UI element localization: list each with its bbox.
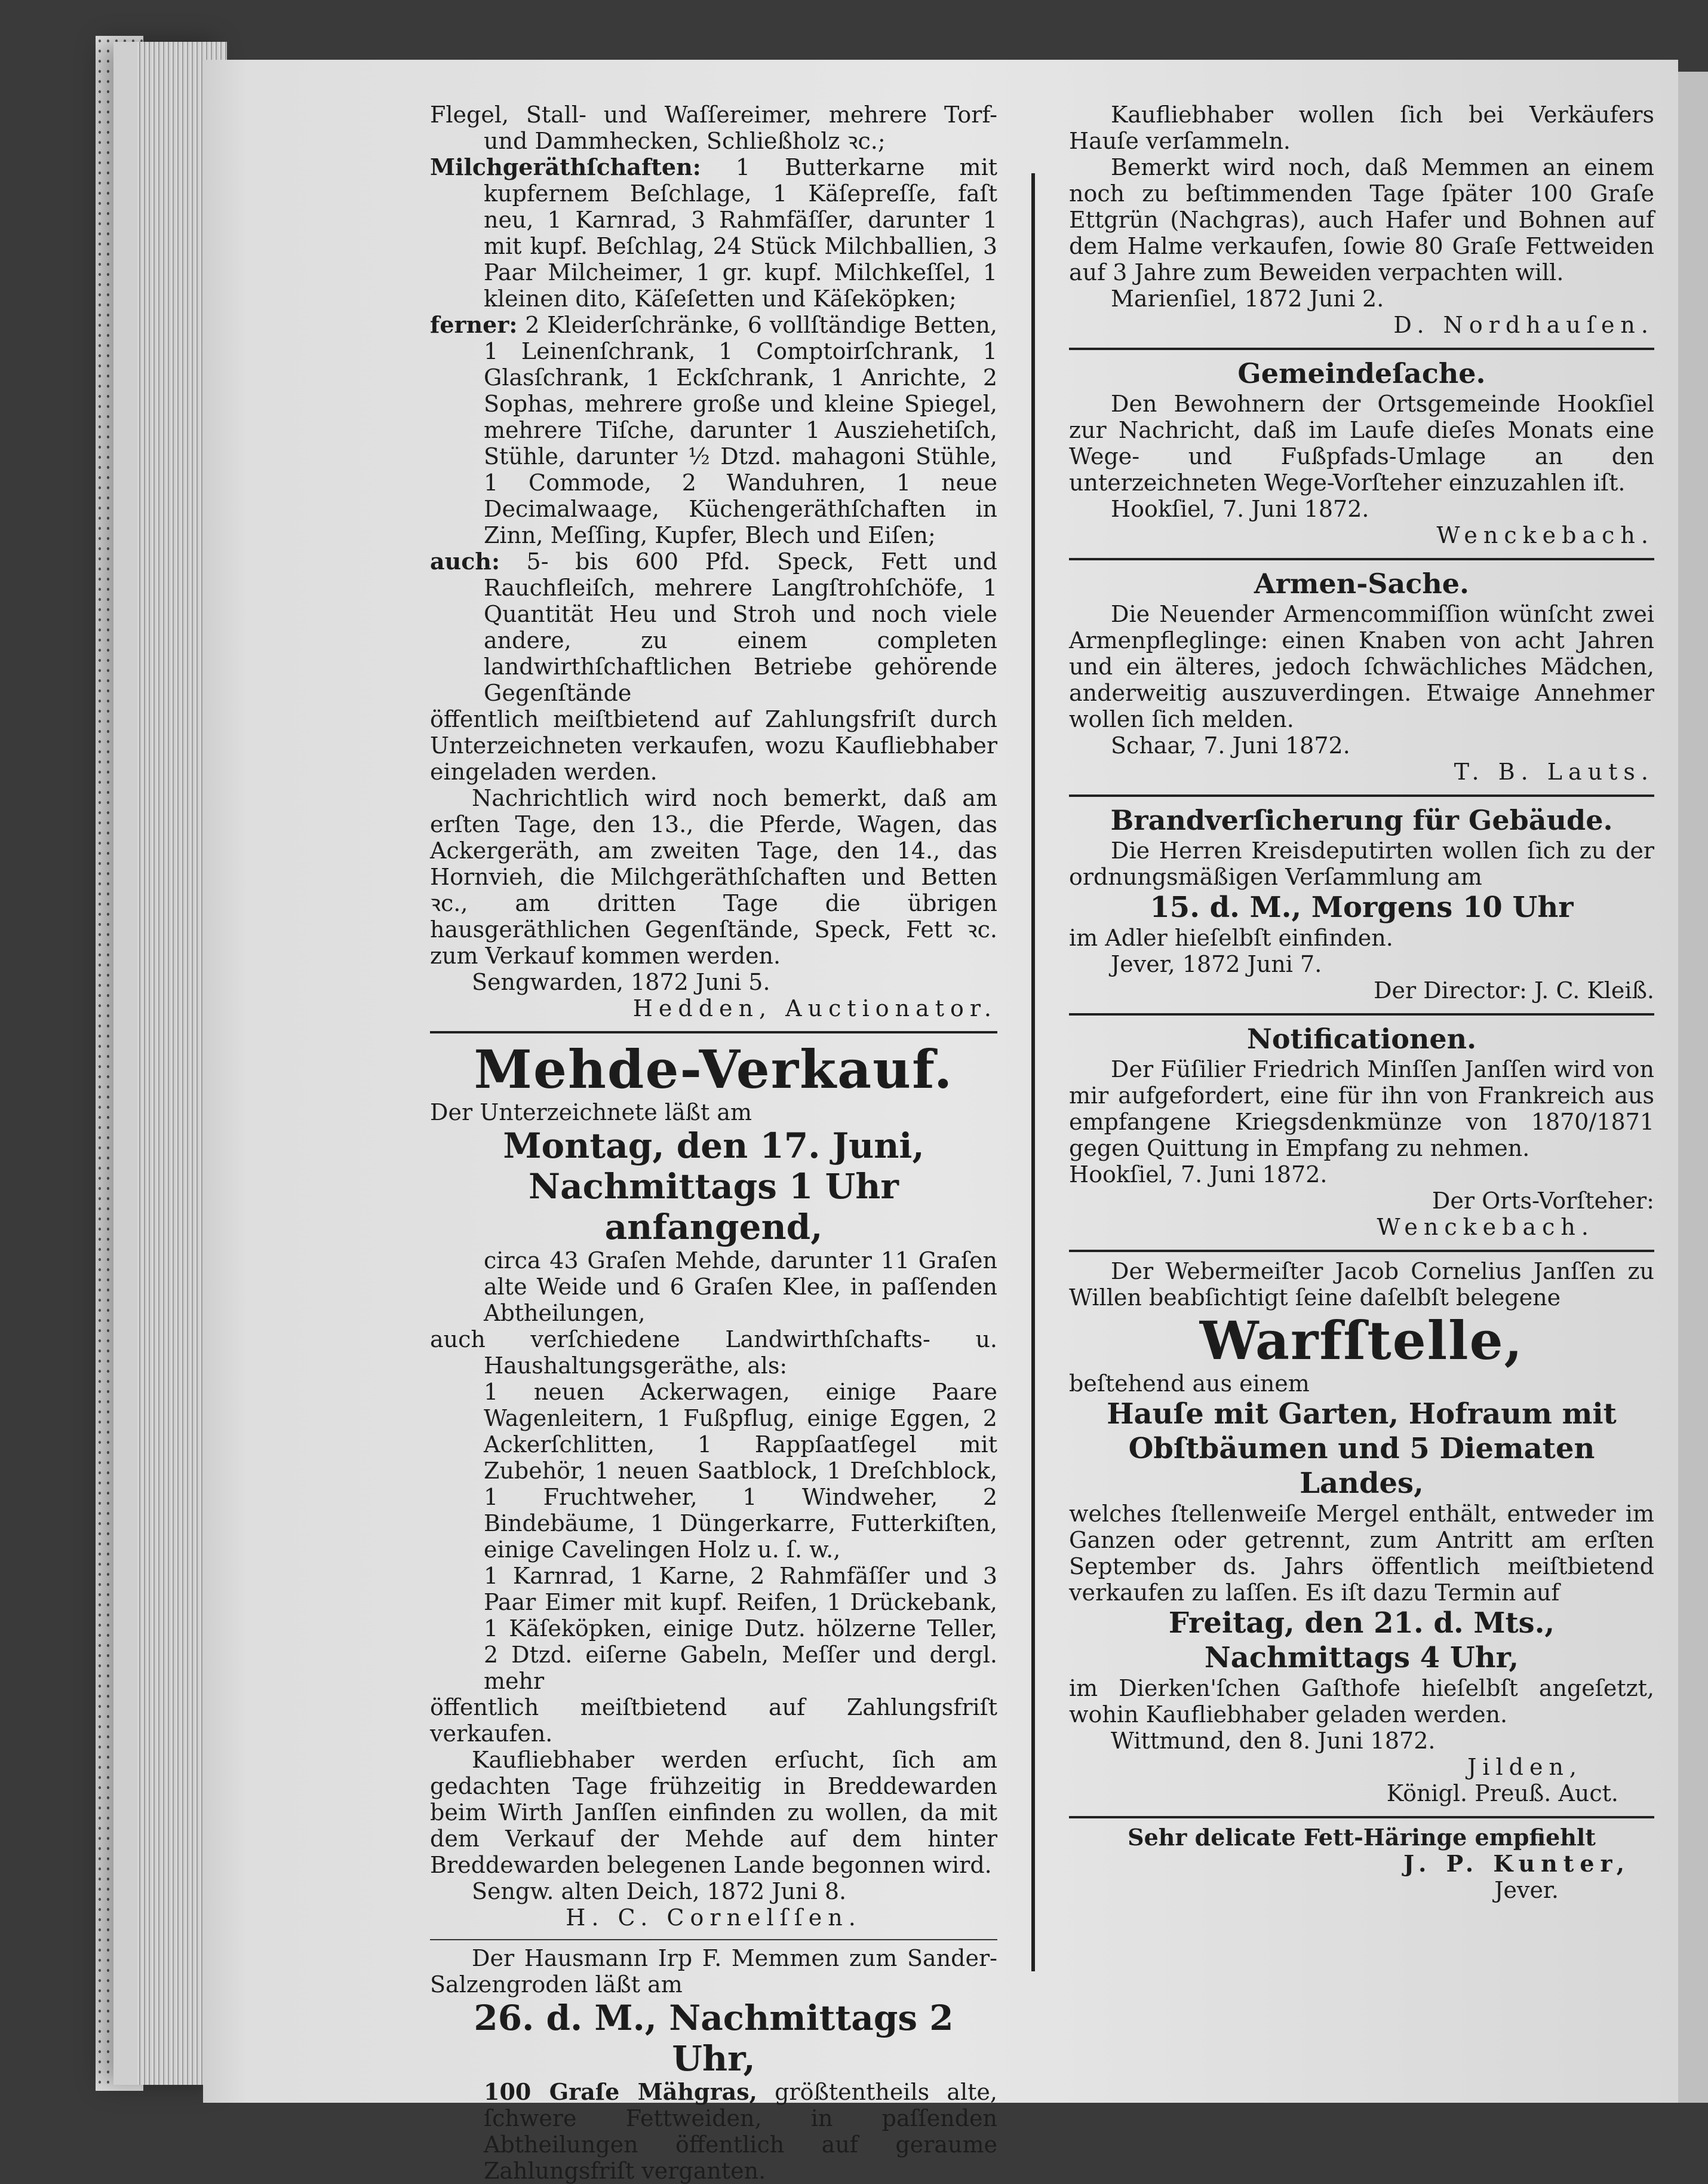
dairy-items-text: 1 Butterkarne mit kupfernem Beſchlage, 1 Käſepreſſe, faſt neu, 1 Karnrad, 3 Rahmfäſſer, darunter 1 mit kupf. Beſchlag, 24 Stück Milchballien, 3 Paar Milcheimer, 1 gr. kupf. Milchkeſſel, 1 kleinen dito, Käſeſetten und Käſeköpken; [484,154,997,312]
brandversicherung-location: im Adler hieſelbſt einfinden. [1069,925,1393,951]
armensache-text: Die Neuender Armencommiſſion wünſcht zwei Armenpfleglinge: einen Knaben von acht Jahren und ein älteres, jedoch ſchwächliches Mädchen, anderweitig auszuverdingen. Etwaige Annehmer wollen ſich melden. [1069,601,1654,732]
notificationen-text: Der Füſilier Friedrich Minſſen Janſſen wird von mir aufgefordert, eine für ihn von Frankreich aus empfangene Kriegsdenkmünze von 1870/1871 gegen Quittung in Empfang zu nehmen. [1069,1056,1654,1161]
mehde-signature: H. C. Cornelſſen. [566,1904,862,1931]
section-rule [1069,558,1654,560]
warfstelle-location: im Dierken'ſchen Gaſthofe hieſelbſt angeſetzt, wohin Kaufliebhaber geladen werden. [1069,1675,1654,1728]
auction-place-date: Sengwarden, 1872 Juni 5. [472,969,770,995]
dairy-lead: Milchgeräthſchaften: [430,154,701,180]
gemeindesache-signature: Wenckebach. [1436,522,1654,548]
gemeindesache-text: Den Bewohnern der Ortsgemeinde Hookſiel zur Nachricht, daß im Laufe dieſes Monats eine Wege- und Fußpfads-Umlage an den unterzeichneten Wege-Vorſteher einzuzahlen iſt. [1069,391,1654,496]
furniture-items-text: 2 Kleiderſchränke, 6 vollſtändige Betten, 1 Leinenſchrank, 1 Comptoirſchrank, 1 Glasſchrank, 1 Eckſchrank, 1 Anrichte, 2 Sophas, mehrere große und kleine Spiegel, mehrere Tiſche, darunter 1 Ausziehetiſch, Stühle, darunter ½ Dtzd. mahagoni Stühle, 1 Commode, 2 Wanduhren, 1 neue Decimalwaage, Küchengeräthſchaften in Zinn, Meſſing, Kupfer, Blech und Eiſen; [484,312,997,548]
section-rule [1069,1013,1654,1016]
right-column [1069,102,1654,1903]
section-rule [1069,1816,1654,1818]
notificationen-signature-title: Der Orts-Vorſteher: [1431,1188,1654,1214]
memmen-place-date: Marienſiel, 1872 Juni 2. [1111,286,1384,312]
other-items [430,548,997,706]
warfstelle-signature-name: Jilden, [1467,1754,1583,1780]
mehde-household-list: 1 Karnrad, 1 Karne, 2 Rahmfäſſer und 3 Paar Eimer mit kupf. Reifen, 1 Drückebank, 1 Käſeköpken, einige Dutz. hölzerne Teller, 2 Dtzd. eiſerne Gabeln, Meſſer und dergl. mehr [484,1563,997,1694]
mehde-date: Montag, den 17. Juni, [503,1125,924,1166]
warfstelle-place-date: Wittmund, den 8. Juni 1872. [1111,1728,1436,1754]
warfstelle-intro: Der Webermeiſter Jacob Cornelius Janſſen zu Willen beabſichtigt ſeine daſelbſt belegene [1069,1258,1654,1311]
mehde-invitation: Kaufliebhaber werden erſucht, ſich am gedachten Tage frühzeitig in Breddewarden beim Wirth Janſſen einfinden zu wollen, da mit dem Verkauf der Mehde auf dem hinter Breddewarden belegenen Lande begonnen wird. [430,1747,997,1878]
brandversicherung-place-date: Jever, 1872 Juni 7. [1111,951,1322,977]
herring-ad-text: Sehr delicate Fett-Häringe empfiehlt [1128,1824,1596,1851]
warfstelle-heading: Warfſtelle, [1199,1309,1524,1372]
section-rule [1069,795,1654,797]
memmen-intro: Der Hausmann Irp F. Memmen zum Sander-Salzengroden läßt am [430,1945,997,1998]
next-page-edge [1678,72,1708,2103]
notificationen-heading: Notificationen. [1246,1023,1477,1055]
auction-schedule: Nachrichtlich wird noch bemerkt, daß am erſten Tage, den 13., die Pferde, Wagen, das Ackergeräth, am zweiten Tage, den 14., das Hornvieh, die Milchgeräthſchaften und Betten ꝛc., am dritten Tage die übrigen hausgeräthlichen Gegenſtände, Speck, Fett ꝛc. zum Verkauf kommen werden. [430,785,997,969]
memmen-details [430,2079,997,2184]
auction-list-continued: Flegel, Stall- und Waſſereimer, mehrere Torf- und Dammhecken, Schließholz ꝛc.; [430,102,997,154]
other-lead: auch: [430,548,500,575]
brandversicherung-signature: Der Director: J. C. Kleiß. [1374,977,1654,1004]
brandversicherung-date: 15. d. M., Morgens 10 Uhr [1150,891,1574,924]
section-rule [1069,1250,1654,1252]
gemeindesache-heading: Gemeindeſache. [1237,357,1486,389]
warfstelle-property: Hauſe mit Garten, Hofraum mit Obſtbäumen und 5 Diematen Landes, [1107,1397,1617,1500]
mehde-intro: Der Unterzeichnete läßt am [430,1099,752,1125]
warfstelle-time: Nachmittags 4 Uhr, [1204,1641,1519,1674]
column-divider [1031,173,1035,1971]
armensache-place-date: Schaar, 7. Juni 1872. [1111,732,1350,759]
mehde-meadows: circa 43 Graſen Mehde, darunter 11 Graſen alte Weide und 6 Graſen Klee, in paſſenden Abtheilungen, [484,1247,997,1326]
mehde-verkauf-heading: Mehde-Verkauf. [474,1038,954,1100]
gemeindesache-place-date: Hookſiel, 7. Juni 1872. [1111,496,1369,522]
mehde-terms: öffentlich meiſtbietend auf Zahlungsfriſt verkaufen. [430,1694,997,1747]
auction-terms: öffentlich meiſtbietend auf Zahlungsfriſt durch Unterzeichneten verkaufen, wozu Kaufliebhaber eingeladen werden. [430,706,997,785]
armensache-signature: T. B. Lauts. [1454,759,1654,785]
dairy-items [430,154,997,312]
memmen-details-text: größtentheils alte, ſchwere Fettweiden, in paſſenden Abtheilungen öffentlich auf geraume Zahlungsfriſt verganten. [484,2079,997,2184]
memmen-date: 26. d. M., Nachmittags 2 Uhr, [474,1998,954,2079]
warfstelle-details: welches ſtellenweiſe Mergel enthält, entweder im Ganzen oder getrennt, zum Antritt am erſten September ds. Jahrs öffentlich meiſtbietend verkaufen zu laſſen. Es iſt dazu Termin auf [1069,1501,1654,1606]
other-items-text: 5- bis 600 Pfd. Speck, Fett und Rauchfleiſch, mehrere Langſtrohſchöfe, 1 Quantität Heu und Stroh und noch viele andere, zu einem completen landwirthſchaftlichen Betriebe gehörende Gegenſtände [484,548,997,706]
warfstelle-date: Freitag, den 21. d. Mts., [1168,1606,1555,1640]
warfstelle-signature-title: Königl. Preuß. Auct. [1386,1780,1618,1806]
memmen-continued: Kaufliebhaber wollen ſich bei Verkäufers Hauſe verſammeln. [1069,102,1654,154]
memmen-signature: D. Nordhauſen. [1393,312,1654,338]
memmen-note: Bemerkt wird noch, daß Memmen an einem noch zu beſtimmenden Tage ſpäter 100 Graſe Ettgrün (Nachgras), auch Hafer und Bohnen auf dem Halme verkaufen, ſowie 80 Graſe Fettweiden auf 3 Jahre zum Beweiden verpachten will. [1069,154,1654,286]
mehde-place-date: Sengw. alten Deich, 1872 Juni 8. [472,1878,847,1904]
memmen-lot: 100 Graſe Mähgras, [484,2078,757,2105]
furniture-lead: ferner: [430,311,518,338]
section-rule [1069,348,1654,350]
section-rule [430,1939,997,1940]
warfstelle-consisting: beſtehend aus einem [1069,1370,1310,1397]
mehde-equipment-list: 1 neuen Ackerwagen, einige Paare Wagenleitern, 1 Fußpflug, einige Eggen, 2 Ackerſchlitten, 1 Rappſaatſegel mit Zubehör, 1 neuen Saatblock, 1 Dreſchblock, 1 Fruchtweher, 1 Windweher, 2 Bindebäume, 1 Düngerkarre, Futterkiſten, einige Cavelingen Holz u. ſ. w., [484,1379,997,1563]
auction-signature: Hedden, Auctionator. [632,995,997,1022]
mehde-equipment-intro: auch verſchiedene Landwirthſchafts- u. Haushaltungsgeräthe, als: [430,1326,997,1379]
notificationen-signature-name: Wenckebach. [1377,1214,1595,1240]
brandversicherung-text: Die Herren Kreisdeputirten wollen ſich zu der ordnungsmäßigen Verſammlung am [1069,838,1654,890]
brandversicherung-heading: Brandverſicherung für Gebäude. [1110,804,1613,836]
furniture-items [430,312,997,548]
section-rule [430,1031,997,1033]
notificationen-place-date: Hookſiel, 7. Juni 1872. [1069,1161,1328,1188]
armensache-heading: Armen-Sache. [1254,568,1470,600]
herring-ad-merchant: J. P. Kunter, [1403,1850,1630,1877]
herring-ad-place: Jever. [1494,1877,1559,1903]
left-column [430,102,997,2184]
mehde-time: Nachmittags 1 Uhr anfangend, [529,1166,899,1247]
